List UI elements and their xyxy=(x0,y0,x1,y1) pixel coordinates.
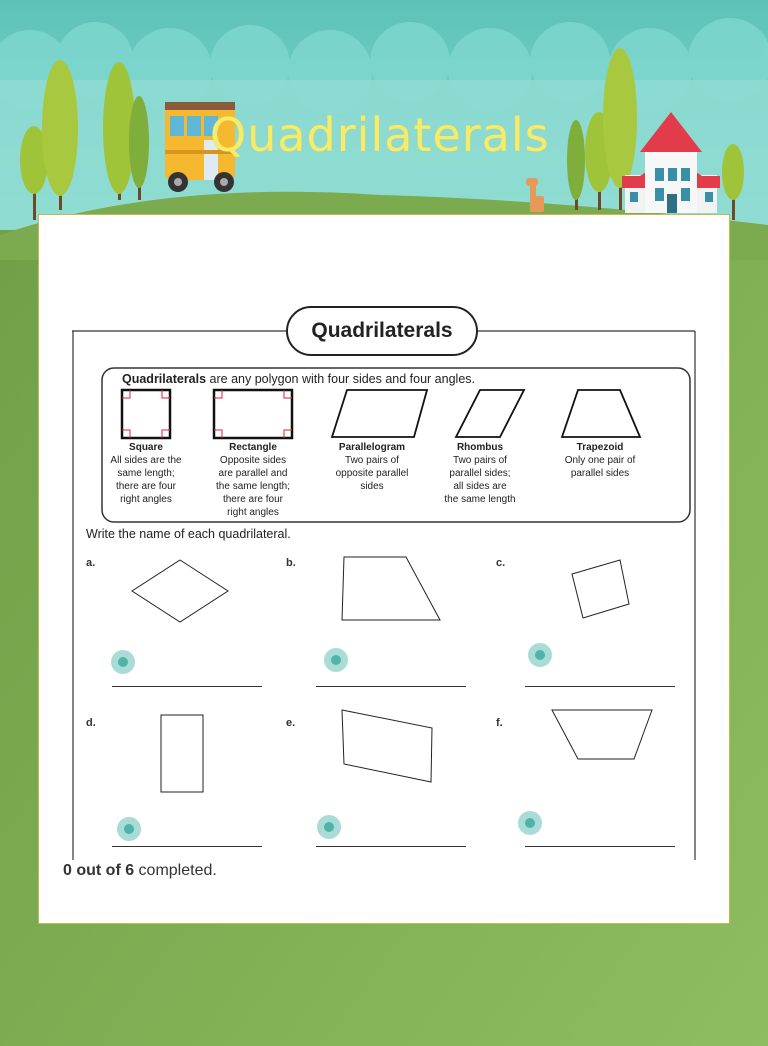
question-label-d: d. xyxy=(86,717,96,729)
instruction-text: Write the name of each quadrilateral. xyxy=(86,527,291,541)
question-label-b: b. xyxy=(286,557,296,569)
rhombus-shape xyxy=(456,390,524,437)
worksheet xyxy=(72,304,696,860)
answer-hotspot-d[interactable] xyxy=(117,817,141,841)
shape-desc-rectangle: Opposite sides are parallel and the same length; there are four right angles xyxy=(216,455,290,518)
square-shape xyxy=(122,390,170,438)
answer-hotspot-c[interactable] xyxy=(528,643,552,667)
answer-hotspot-e[interactable] xyxy=(317,815,341,839)
shape-desc-parallelogram: Two pairs of opposite parallel sides xyxy=(335,455,409,492)
trapezoid-shape xyxy=(562,390,640,437)
answer-line-e xyxy=(316,846,466,847)
worksheet-title: Quadrilaterals xyxy=(286,306,478,356)
shape-name-parallelogram: Parallelogram xyxy=(338,442,406,453)
question-d-shape xyxy=(161,715,203,792)
shape-desc-trapezoid: Only one pair of parallel sides xyxy=(564,455,636,479)
question-b-shape xyxy=(342,557,440,620)
answer-hotspot-f[interactable] xyxy=(518,811,542,835)
worksheet-frame xyxy=(72,304,696,860)
shape-name-rhombus: Rhombus xyxy=(456,442,504,453)
shape-name-rectangle: Rectangle xyxy=(229,442,277,453)
question-label-c: c. xyxy=(496,557,506,569)
question-c-shape xyxy=(572,560,629,618)
question-f-shape xyxy=(552,710,652,759)
progress-count: 0 out of 6 xyxy=(63,862,135,879)
answer-hotspot-b[interactable] xyxy=(324,648,348,672)
answer-line-f xyxy=(525,846,675,847)
answer-line-c xyxy=(525,686,675,687)
question-label-e: e. xyxy=(286,717,296,729)
progress-suffix: completed. xyxy=(134,862,217,879)
rectangle-shape xyxy=(214,390,292,438)
parallelogram-shape xyxy=(332,390,427,437)
answer-line-d xyxy=(112,846,262,847)
question-a-shape xyxy=(132,560,228,622)
answer-line-a xyxy=(112,686,262,687)
shape-desc-rhombus: Two pairs of parallel sides; all sides are the same length xyxy=(444,455,516,505)
question-e-shape xyxy=(342,710,432,782)
answer-hotspot-a[interactable] xyxy=(111,650,135,674)
banner-title: Quadrilaterals xyxy=(210,108,550,162)
shape-name-trapezoid: Trapezoid xyxy=(576,442,624,453)
shape-name-square: Square xyxy=(129,442,163,453)
question-label-f: f. xyxy=(496,717,503,729)
intro-text: Quadrilaterals are any polygon with four sides and four angles. xyxy=(122,372,475,386)
shape-desc-square: All sides are the same length; there are four right angles xyxy=(110,455,182,505)
progress-status xyxy=(63,862,217,880)
question-label-a: a. xyxy=(86,557,96,569)
answer-line-b xyxy=(316,686,466,687)
